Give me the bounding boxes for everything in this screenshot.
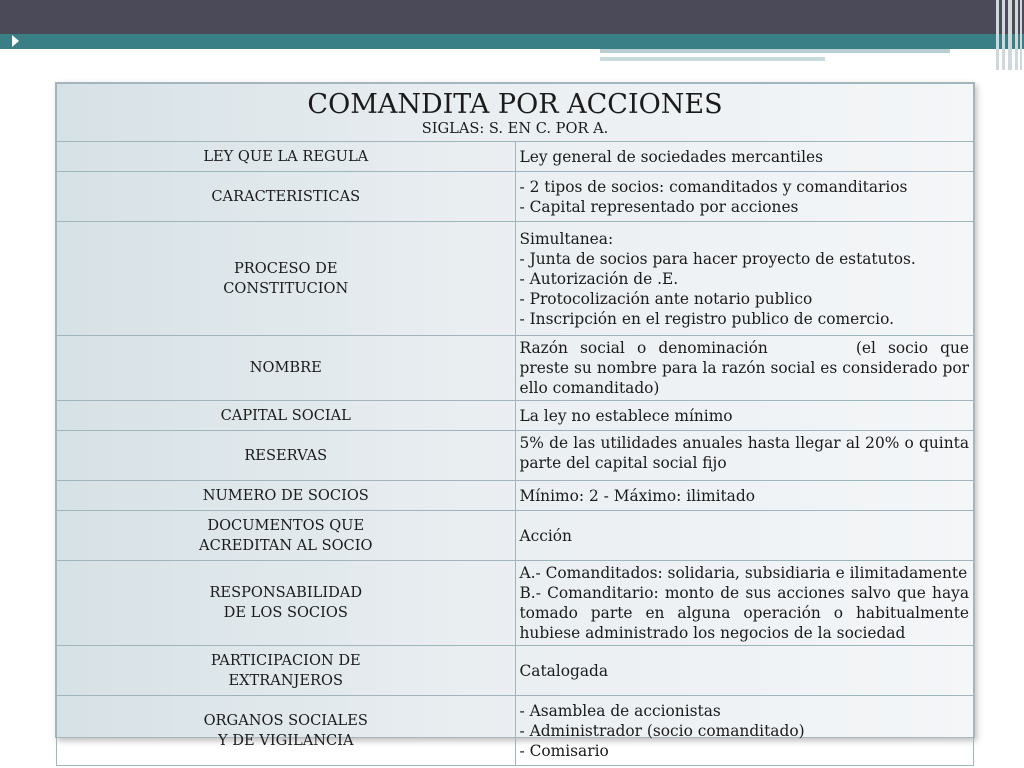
row-label: LEY QUE LA REGULA [57, 142, 516, 172]
accent-line [600, 49, 950, 53]
row-value: - Asamblea de accionistas - Administrador (socio comanditado) - Comisario [515, 696, 974, 766]
table-row [57, 172, 974, 222]
info-table [56, 83, 974, 766]
row-value: Mínimo: 2 - Máximo: ilimitado [515, 481, 974, 511]
row-value: Acción [515, 511, 974, 561]
row-label: PARTICIPACION DE EXTRANJEROS [57, 646, 516, 696]
row-label: RESPONSABILIDAD DE LOS SOCIOS [57, 561, 516, 646]
table-row [57, 696, 974, 766]
page-subtitle: SIGLAS: S. EN C. POR A. [421, 119, 609, 137]
accent-band [0, 34, 1024, 49]
table-row [57, 222, 974, 336]
table-row [57, 511, 974, 561]
table-row [57, 431, 974, 481]
row-label: PROCESO DE CONSTITUCION [57, 222, 516, 336]
table-row [57, 481, 974, 511]
table-row [57, 401, 974, 431]
page-title: COMANDITA POR ACCIONES [307, 88, 723, 120]
row-label: RESERVAS [57, 431, 516, 481]
row-value: Catalogada [515, 646, 974, 696]
table-header-row [57, 84, 974, 142]
accent-line-short [600, 57, 825, 61]
table-row [57, 646, 974, 696]
play-arrow-icon [12, 35, 19, 47]
row-value: 5% de las utilidades anuales hasta llegar al 20% o quinta parte del capital social fijo [515, 431, 974, 481]
table-row [57, 142, 974, 172]
table-row [57, 336, 974, 401]
decorative-stripes [994, 0, 1024, 70]
row-label: NOMBRE [57, 336, 516, 401]
row-value: A.- Comanditados: solidaria, subsidiaria e ilimitadamente B.- Comanditario: monto de sus acciones salvo que haya tomado parte en alguna operación o habitualmente hubiese administrado los negocios de la sociedad [515, 561, 974, 646]
row-value: - 2 tipos de socios: comanditados y comanditarios - Capital representado por acciones [515, 172, 974, 222]
info-table-card [55, 82, 975, 760]
top-banner [0, 0, 1024, 34]
row-label: ORGANOS SOCIALES Y DE VIGILANCIA [57, 696, 516, 766]
row-value: Ley general de sociedades mercantiles [515, 142, 974, 172]
row-value: La ley no establece mínimo [515, 401, 974, 431]
table-header [57, 84, 974, 142]
row-label: CAPITAL SOCIAL [57, 401, 516, 431]
table-row [57, 561, 974, 646]
row-value: Simultanea: - Junta de socios para hacer proyecto de estatutos. - Autorización de .E. - Protocolización ante notario publico - Inscripción en el registro publico de comercio. [515, 222, 974, 336]
row-label: NUMERO DE SOCIOS [57, 481, 516, 511]
row-label: CARACTERISTICAS [57, 172, 516, 222]
row-label: DOCUMENTOS QUE ACREDITAN AL SOCIO [57, 511, 516, 561]
row-value: Razón social o denominación (el socio que preste su nombre para la razón social es considerado por ello comanditado) [515, 336, 974, 401]
